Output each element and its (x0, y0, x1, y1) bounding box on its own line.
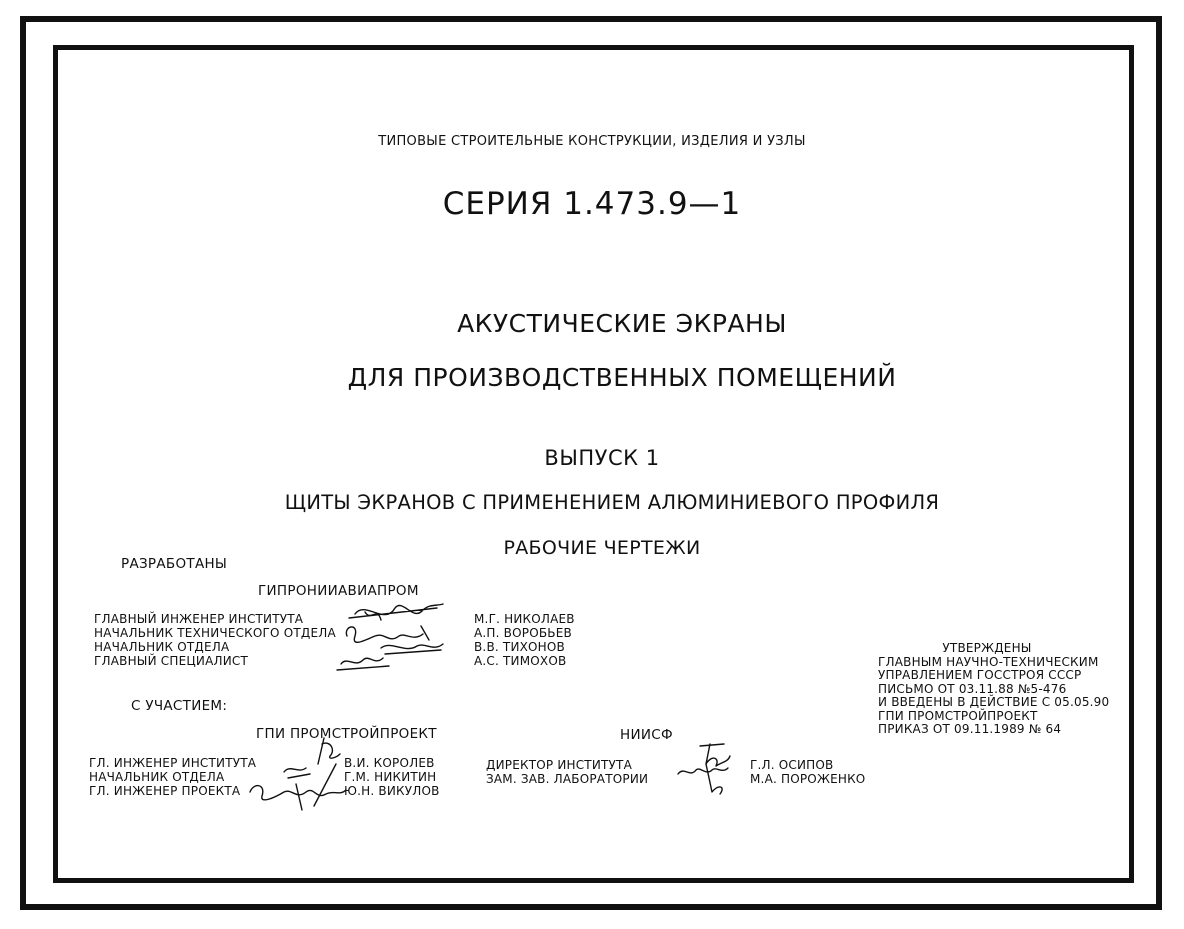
approval-line: УПРАВЛЕНИЕМ ГОССТРОЯ СССР (878, 668, 1082, 682)
name-line: Г.М. НИКИТИН (344, 770, 437, 784)
name-line: Ю.Н. ВИКУЛОВ (344, 784, 440, 798)
developer-org: ГИПРОНИИАВИАПРОМ (258, 583, 419, 599)
name-line: Г.Л. ОСИПОВ (750, 758, 834, 772)
org1-positions (89, 756, 256, 798)
position-line: ГЛ. ИНЖЕНЕР ИНСТИТУТА (89, 756, 257, 770)
name-line: М.А. ПОРОЖЕНКО (750, 772, 866, 786)
participant-org-2: НИИСФ (620, 727, 673, 743)
title-line-1: АКУСТИЧЕСКИЕ ЭКРАНЫ (457, 309, 787, 338)
participation-label: С УЧАСТИЕМ: (131, 698, 228, 714)
developer-positions (94, 612, 336, 668)
org2-positions (486, 758, 648, 786)
name-line: А.П. ВОРОБЬЕВ (474, 626, 572, 640)
document-type: РАБОЧИЕ ЧЕРТЕЖИ (503, 537, 701, 559)
approval-line: ПРИКАЗ ОТ 09.11.1989 № 64 (878, 722, 1062, 736)
series-number: СЕРИЯ 1.473.9—1 (442, 186, 742, 222)
name-line: В.И. КОРОЛЕВ (344, 756, 435, 770)
participant-org-1: ГПИ ПРОМСТРОЙПРОЕКТ (256, 726, 437, 742)
signatures-org1 (244, 734, 354, 814)
approval-block (878, 641, 1110, 737)
org2-names (750, 758, 865, 786)
position-line: ГЛ. ИНЖЕНЕР ПРОЕКТА (89, 784, 241, 798)
position-line: ЗАМ. ЗАВ. ЛАБОРАТОРИИ (486, 772, 649, 786)
name-line: М.Г. НИКОЛАЕВ (474, 612, 575, 626)
position-line: НАЧАЛЬНИК ОТДЕЛА (89, 770, 225, 784)
position-line: НАЧАЛЬНИК ТЕХНИЧЕСКОГО ОТДЕЛА (94, 626, 336, 640)
approval-line: И ВВЕДЕНЫ В ДЕЙСТВИЕ С 05.05.90 (878, 695, 1110, 709)
name-line: А.С. ТИМОХОВ (474, 654, 567, 668)
title-line-2: ДЛЯ ПРОИЗВОДСТВЕННЫХ ПОМЕЩЕНИЙ (347, 363, 897, 392)
issue-number: ВЫПУСК 1 (544, 446, 660, 470)
position-line: ГЛАВНЫЙ ИНЖЕНЕР ИНСТИТУТА (94, 612, 304, 626)
position-line: ГЛАВНЫЙ СПЕЦИАЛИСТ (94, 654, 248, 668)
issue-subtitle: ЩИТЫ ЭКРАНОВ С ПРИМЕНЕНИЕМ АЛЮМИНИЕВОГО ПРОФИЛЯ (284, 491, 940, 514)
approval-line: ГЛАВНЫМ НАУЧНО-ТЕХНИЧЕСКИМ (878, 654, 1099, 669)
approval-line: УТВЕРЖДЕНЫ (942, 641, 1032, 655)
developed-label: РАЗРАБОТАНЫ (121, 556, 228, 572)
position-line: НАЧАЛЬНИК ОТДЕЛА (94, 640, 230, 654)
approval-line: ПИСЬМО ОТ 03.11.88 №5-476 (878, 681, 1067, 696)
signatures-developers (325, 596, 455, 686)
org1-names (344, 756, 440, 798)
name-line: В.В. ТИХОНОВ (474, 640, 565, 654)
developer-names (474, 612, 575, 668)
signatures-org2 (672, 740, 742, 800)
approval-line: ГПИ ПРОМСТРОЙПРОЕКТ (878, 708, 1038, 723)
series-subtitle: ТИПОВЫЕ СТРОИТЕЛЬНЫЕ КОНСТРУКЦИИ, ИЗДЕЛИЯ И УЗЛЫ (378, 134, 806, 149)
position-line: ДИРЕКТОР ИНСТИТУТА (486, 758, 632, 772)
